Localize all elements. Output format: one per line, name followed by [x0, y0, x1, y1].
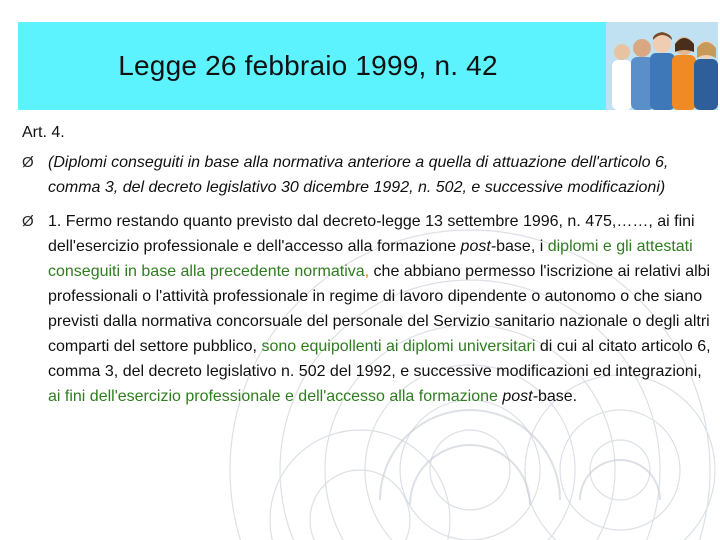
arrow-bullet-icon: Ø [22, 213, 34, 230]
text-segment-italic: post- [502, 388, 538, 405]
text-segment-italic: post- [460, 238, 497, 255]
bullet-text-1: (Diplomi conseguiti in base alla normativa anteriore a quella di attuazione dell'articolo 6, comma 3, del decreto legislativo 30 dicembre 1992, n. 502, e successive modificazioni) [48, 154, 669, 196]
bullet-item-2 [22, 209, 712, 409]
bullet-text-2 [48, 213, 711, 405]
bullet-item-1 [22, 150, 712, 200]
highlight-green-text: ai fini dell'esercizio professionale e dell'accesso alla formazione [48, 388, 498, 405]
article-label: Art. 4. [22, 124, 65, 141]
header-photo [606, 22, 718, 110]
highlight-green-text: diplomi e gli attestati conseguiti in base alla precedente normativa [48, 238, 693, 280]
healthcare-workers-image [606, 22, 718, 110]
highlight-orange-comma: , [364, 263, 370, 280]
arrow-bullet-icon: Ø [22, 154, 34, 171]
text-segment: che abbiano permesso l'iscrizione ai relativi albi professionali o l'attività professionale in regime di lavoro dipendente o autonomo o che siano previsti dalla normativa concorsuale del personale del Servizio sanitario nazionale o degli altri comparti del settore pubblico, [48, 263, 711, 355]
text-segment: di cui al citato articolo 6, comma 3, del decreto legislativo n. 502 del 1992, e successive modificazioni ed integrazioni, [48, 338, 711, 380]
slide-content [22, 120, 712, 418]
text-segment: base, i [496, 238, 548, 255]
highlight-green-text: sono equipollenti ai diplomi universitari [261, 338, 536, 355]
text-segment: base. [537, 388, 578, 405]
text-segment: 1. Fermo restando quanto previsto dal decreto-legge 13 settembre 1996, n. 475,……, ai fini dell'esercizio professionale e dell'accesso alla formazione [48, 213, 695, 255]
slide-title: Legge 26 febbraio 1999, n. 42 [118, 50, 498, 81]
